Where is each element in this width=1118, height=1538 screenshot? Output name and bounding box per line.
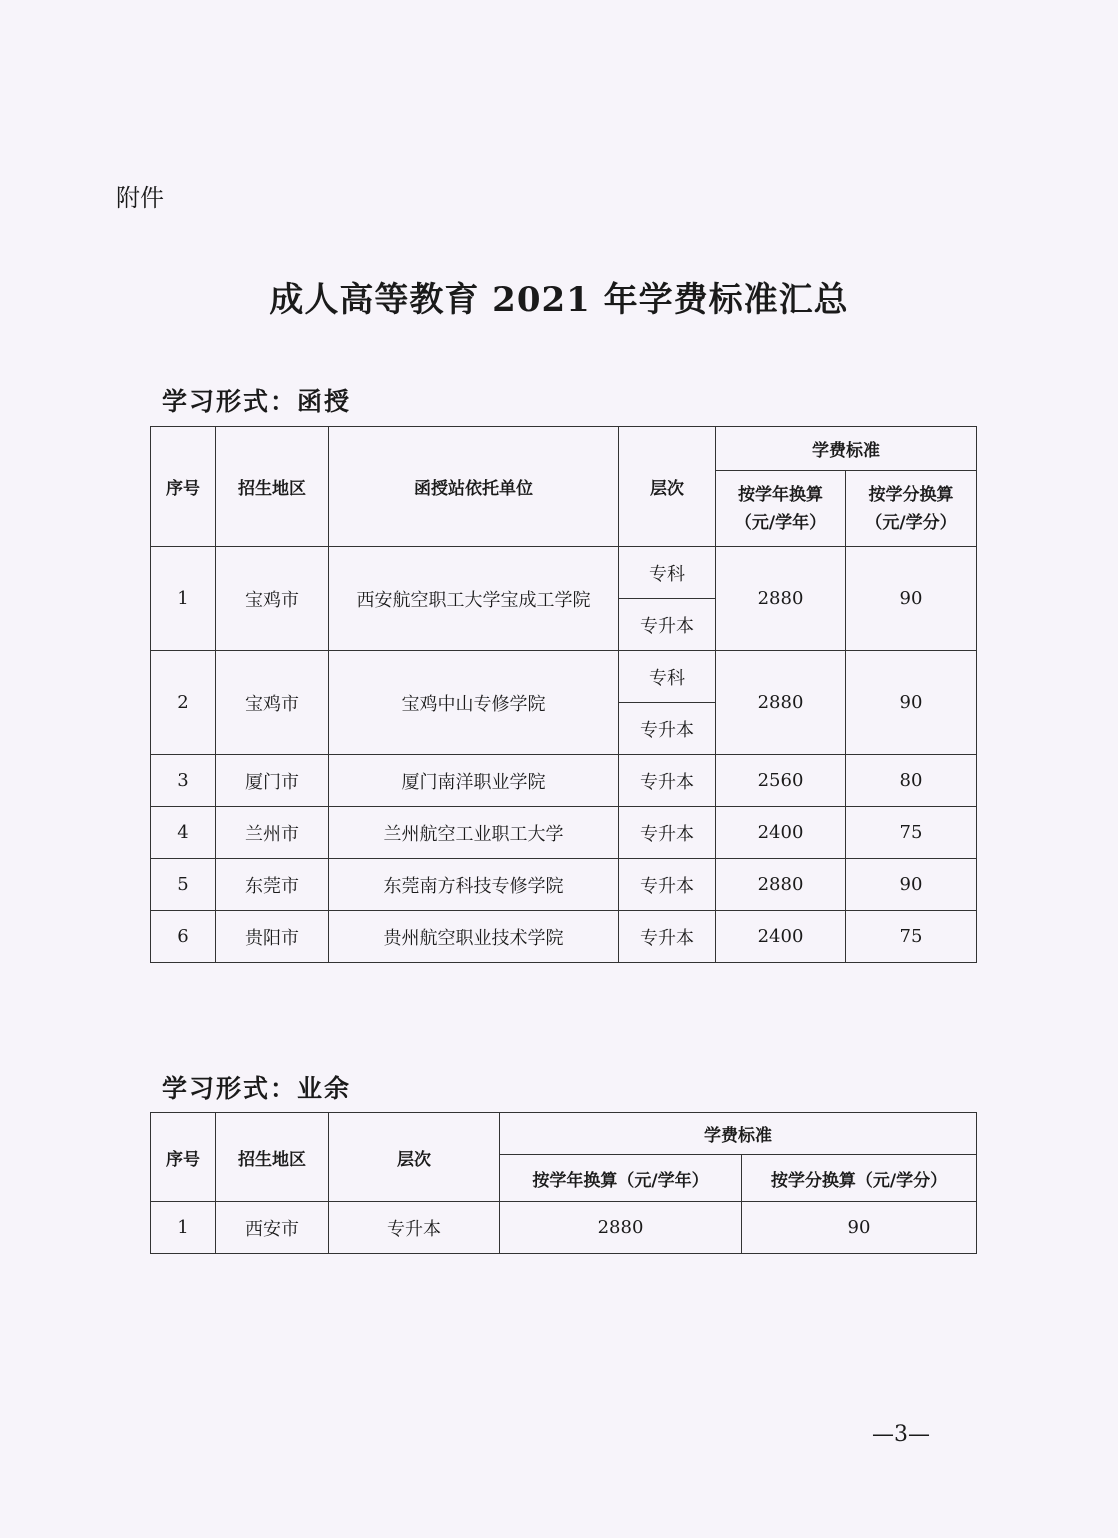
- cell-index: 5: [151, 859, 216, 911]
- cell-level: 专升本: [619, 911, 716, 963]
- cell-index: 1: [151, 1202, 216, 1254]
- cell-per-year: 2880: [716, 651, 846, 755]
- header-region: 招生地区: [216, 427, 329, 547]
- section-title-correspondence: 学习形式：函授: [162, 387, 352, 416]
- cell-per-year: 2880: [716, 859, 846, 911]
- correspondence-fee-table: [150, 426, 977, 963]
- header-per-year-line2: （元/学年）: [734, 512, 827, 533]
- header-per-year-line1: 按学年换算: [738, 484, 823, 505]
- cell-region: 东莞市: [216, 859, 329, 911]
- table-row: [151, 547, 977, 599]
- cell-level: 专科: [619, 651, 716, 703]
- cell-per-credit: 90: [742, 1202, 977, 1254]
- cell-index: 6: [151, 911, 216, 963]
- cell-per-credit: 90: [846, 859, 977, 911]
- cell-per-year: 2400: [716, 807, 846, 859]
- cell-unit: 厦门南洋职业学院: [329, 755, 619, 807]
- cell-index: 3: [151, 755, 216, 807]
- document-title: 成人高等教育 2021 年学费标准汇总: [269, 280, 849, 320]
- cell-index: 4: [151, 807, 216, 859]
- cell-unit: 东莞南方科技专修学院: [329, 859, 619, 911]
- header-index: 序号: [151, 1113, 216, 1202]
- cell-unit: 贵州航空职业技术学院: [329, 911, 619, 963]
- table-row: [151, 651, 977, 703]
- cell-per-year: 2880: [716, 547, 846, 651]
- table-row: [151, 1202, 977, 1254]
- cell-per-credit: 90: [846, 651, 977, 755]
- cell-index: 1: [151, 547, 216, 651]
- cell-region: 西安市: [216, 1202, 329, 1254]
- cell-unit: 西安航空职工大学宝成工学院: [329, 547, 619, 651]
- cell-region: 兰州市: [216, 807, 329, 859]
- header-index: 序号: [151, 427, 216, 547]
- cell-per-credit: 90: [846, 547, 977, 651]
- cell-level: 专升本: [619, 599, 716, 651]
- cell-per-year: 2560: [716, 755, 846, 807]
- header-unit: 函授站依托单位: [329, 427, 619, 547]
- cell-per-year: 2400: [716, 911, 846, 963]
- cell-level: 专升本: [619, 703, 716, 755]
- header-per-credit-line2: （元/学分）: [865, 512, 957, 533]
- attachment-label: 附件: [116, 184, 164, 212]
- cell-region: 厦门市: [216, 755, 329, 807]
- cell-per-year: 2880: [500, 1202, 742, 1254]
- header-region: 招生地区: [216, 1113, 329, 1202]
- cell-level: 专科: [619, 547, 716, 599]
- table-row: [151, 807, 977, 859]
- header-fee-standard: 学费标准: [500, 1113, 977, 1155]
- cell-unit: 宝鸡中山专修学院: [329, 651, 619, 755]
- cell-region: 宝鸡市: [216, 547, 329, 651]
- spare-time-fee-table: [150, 1112, 977, 1254]
- cell-region: 宝鸡市: [216, 651, 329, 755]
- header-level: 层次: [619, 427, 716, 547]
- cell-per-credit: 75: [846, 911, 977, 963]
- cell-level: 专升本: [619, 755, 716, 807]
- cell-per-credit: 80: [846, 755, 977, 807]
- cell-region: 贵阳市: [216, 911, 329, 963]
- cell-level: 专升本: [329, 1202, 500, 1254]
- header-per-credit-line1: 按学分换算: [868, 484, 954, 505]
- header-per-credit: 按学分换算（元/学分）: [742, 1155, 977, 1202]
- cell-unit: 兰州航空工业职工大学: [329, 807, 619, 859]
- table-row: [151, 755, 977, 807]
- cell-level: 专升本: [619, 859, 716, 911]
- cell-per-credit: 75: [846, 807, 977, 859]
- header-per-year: 按学年换算（元/学年）: [500, 1155, 742, 1202]
- section-title-spare-time: 学习形式：业余: [162, 1074, 352, 1103]
- header-per-credit: [846, 471, 977, 547]
- header-per-year: [716, 471, 846, 547]
- page-number: —3—: [872, 1422, 930, 1447]
- header-fee-standard: 学费标准: [716, 427, 977, 471]
- header-level: 层次: [329, 1113, 500, 1202]
- cell-index: 2: [151, 651, 216, 755]
- table-row: [151, 911, 977, 963]
- cell-level: 专升本: [619, 807, 716, 859]
- table-row: [151, 859, 977, 911]
